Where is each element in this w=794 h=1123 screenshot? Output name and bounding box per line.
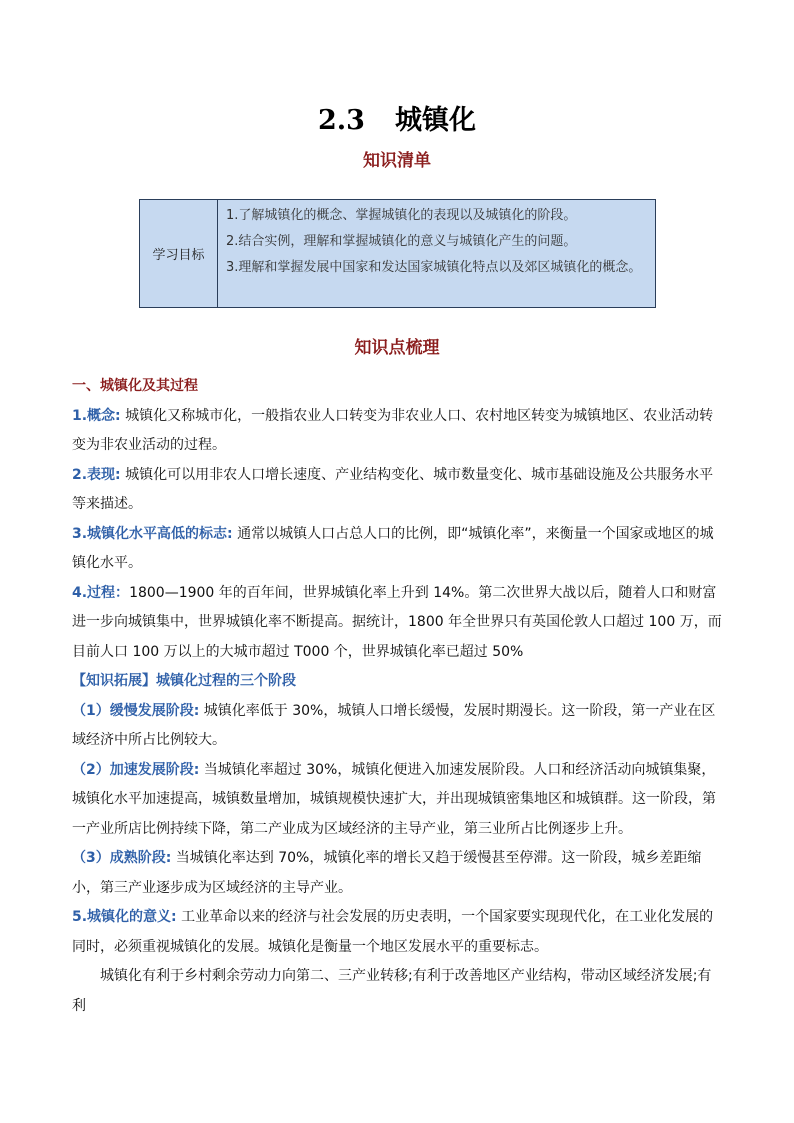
paragraph-indicator bbox=[72, 520, 724, 579]
chapter-number: 2.3 bbox=[318, 105, 365, 136]
process-text: 1800—1900 年的百年间，世界城镇化率上升到 14%。第二次世界大战以后，随着人口和财富进一步向城镇集中，世界城镇化率不断提高。据统计，1800 年全世界只有英国伦敦人口超过 100 万，而目前人口 100 万以上的大城市超过 T000 个，世界城镇化率已超过 50% bbox=[72, 584, 722, 660]
indicator-text: 通常以城镇人口占总人口的比例，即“城镇化率”，来衡量一个国家或地区的城镇化水平。 bbox=[72, 525, 714, 571]
section-title: 知识点梳理 bbox=[354, 338, 440, 358]
paragraph-process bbox=[72, 579, 724, 668]
manifestation-text: 城镇化可以用非农人口增长速度、产业结构变化、城市数量变化、城市基础设施及公共服务水平等来描述。 bbox=[72, 466, 714, 512]
paragraph-manifestation bbox=[72, 461, 724, 520]
process-label: 4.过程： bbox=[72, 584, 130, 601]
chapter-title: 城镇化 bbox=[394, 105, 476, 136]
stage-slow-label: （1）缓慢发展阶段: bbox=[72, 702, 200, 719]
indicator-label: 3.城镇化水平高低的标志: bbox=[72, 525, 233, 542]
stage-accelerated-label: （2）加速发展阶段: bbox=[72, 761, 200, 778]
page-title bbox=[0, 98, 794, 137]
stage-accelerated-text: 当城镇化率超过 30%，城镇化便进入加速发展阶段。人口和经济活动向城镇集聚，城镇化水平加速提高，城镇数量增加，城镇规模快速扩大，并出现城镇密集地区和城镇群。这一阶段，第一产业所店比例持续下降，第二产业成为区域经济的主导产业，第三业所占比例逐步上升。 bbox=[72, 761, 716, 837]
paragraph-concept bbox=[72, 402, 724, 461]
stage-mature-label: （3）成熟阶段: bbox=[72, 850, 172, 866]
paragraph-significance bbox=[72, 903, 724, 962]
learning-goals-label: 学习目标 bbox=[140, 200, 218, 307]
concept-text: 城镇化又称城市化，一般指农业人口转变为非农业人口、农村地区转变为城镇地区、农业活动转变为非农业活动的过程。 bbox=[72, 407, 714, 453]
paragraph-benefits: 城镇化有利于乡村剩余劳动力向第二、三产业转移;有利于改善地区产业结构，带动区域经济发展;有利 bbox=[72, 968, 712, 1014]
content-body bbox=[72, 372, 724, 1021]
knowledge-extension-heading: 【知识拓展】城镇化过程的三个阶段 bbox=[72, 673, 296, 689]
heading-urbanization-process: 一、城镇化及其过程 bbox=[72, 378, 198, 394]
goal-item: 2.结合实例，理解和掌握城镇化的意义与城镇化产生的问题。 bbox=[226, 234, 577, 249]
concept-label: 1.概念: bbox=[72, 407, 121, 424]
significance-label: 5.城镇化的意义: bbox=[72, 909, 177, 925]
significance-text: 工业革命以来的经济与社会发展的历史表明，一个国家要实现现代化，在工业化发展的同时，必须重视城镇化的发展。城镇化是衡量一个地区发展水平的重要标志。 bbox=[72, 909, 714, 955]
learning-goals-list bbox=[226, 203, 647, 281]
goal-item: 1.了解城镇化的概念、掌握城镇化的表现以及城镇化的阶段。 bbox=[226, 208, 577, 223]
paragraph-stage-slow bbox=[72, 697, 724, 756]
paragraph-stage-accelerated bbox=[72, 756, 724, 845]
paragraph-stage-mature bbox=[72, 844, 724, 903]
goal-item: 3.理解和掌握发展中国家和发达国家城镇化特点以及郊区城镇化的概念。 bbox=[226, 260, 642, 275]
page-subtitle: 知识清单 bbox=[363, 151, 431, 171]
stage-slow-text: 城镇化率低于 30%，城镇人口增长缓慢，发展时期漫长。这一阶段，第一产业在区域经济中所占比例较大。 bbox=[72, 702, 716, 748]
learning-goals-table bbox=[139, 199, 656, 308]
stage-mature-text: 当城镇化率达到 70%，城镇化率的增长又趋于缓慢甚至停滞。这一阶段，城乡差距缩小，第三产业逐步成为区域经济的主导产业。 bbox=[72, 850, 702, 896]
manifestation-label: 2.表现: bbox=[72, 466, 121, 483]
